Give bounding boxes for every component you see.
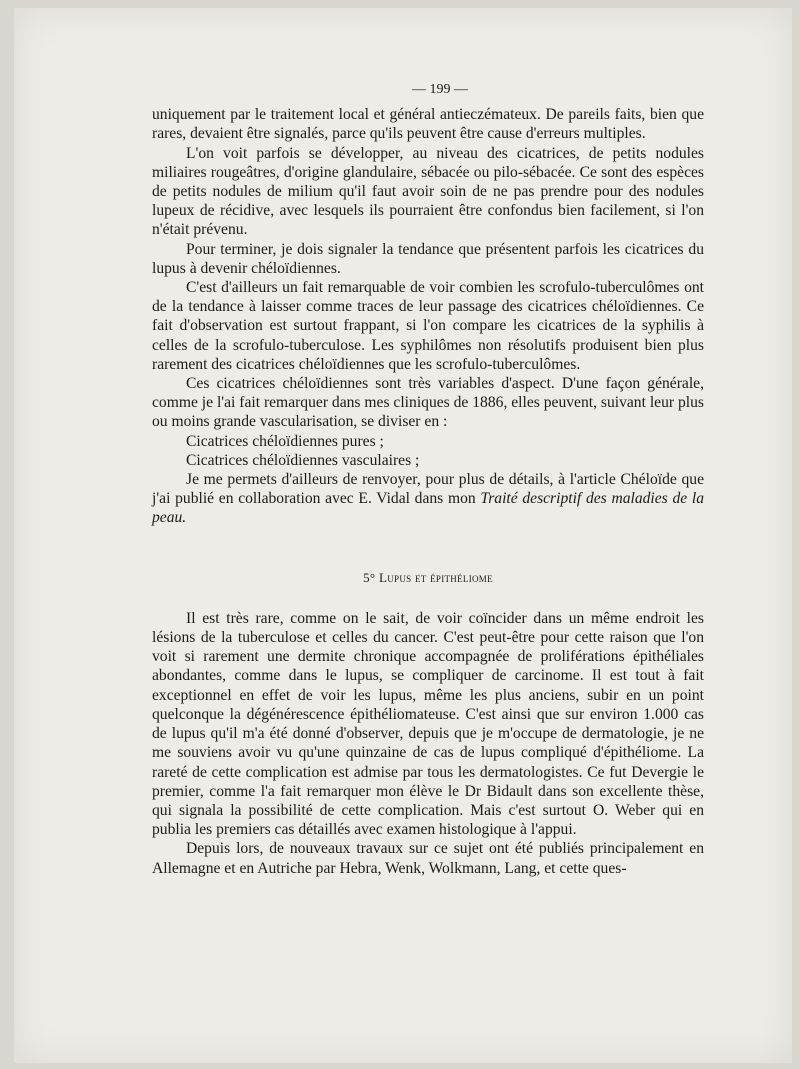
book-title: Traité descriptif des maladies de la peau. [152, 490, 704, 527]
document-page [152, 80, 704, 878]
paragraph-6 [152, 470, 704, 528]
paragraph-2: L'on voit parfois se développer, au niveau des cicatrices, de petits nodules miliaires rougeâtres, d'origine glandulaire, sébacée ou pilo-sébacée. Ce sont des espèces de petits nodules de milium qu'il faut avoir soin de ne pas prendre pour des nodules lupeux de récidive, avec lesquels ils pourraient être confondus bien facilement, si l'on n'était prévenu. [152, 144, 704, 239]
paragraph-6-text: Je me permets d'ailleurs de renvoyer, pour plus de détails, à l'article Chéloïde que j'ai publié en collaboration avec E. Vidal dans mon [152, 471, 704, 508]
section-title: Lupus et épithéliome [378, 569, 493, 585]
section-heading [152, 568, 704, 587]
paragraph-1: uniquement par le traitement local et général antieczémateux. De pareils faits, bien que rares, devaient être signalés, parce qu'ils peuvent être cause d'erreurs multiples. [152, 106, 704, 143]
section-number: 5° [363, 569, 376, 585]
page-number: — 199 — [412, 82, 468, 97]
list-item-pures: Cicatrices chéloïdiennes pures ; [186, 432, 384, 450]
list-item-vasculaires: Cicatrices chéloïdiennes vasculaires ; [186, 451, 420, 469]
page-sheet [14, 8, 792, 1063]
paragraph-7: Il est très rare, comme on le sait, de voir coïncider dans un même endroit les lésions de la tuberculose et celles du cancer. C'est peut-être pour cette raison que l'on voit si rarement une dermite chronique accompagnée de proliférations épithéliales abondantes, comme dans le lupus, se compliquer de carcinome. Il est tout à fait exceptionnel en effet de voir les lupus, même les plus anciens, subir en un point quelconque la dégénérescence épithéliomateuse. C'est ainsi que sur environ 1.000 cas de lupus qu'il m'a été donné d'observer, depuis que je m'occupe de dermatologie, je ne me souviens avoir vu qu'une quinzaine de cas de lupus compliqué d'épithéliome. La rareté de cette complication est admise par tous les dermatologistes. Ce fut Devergie le premier, comme l'a fait remarquer mon élève le Dr Bidault dans son excellente thèse, qui signala la possibilité de cette complication. Mais c'est surtout O. Weber qui en publia les premiers cas détaillés avec examen histologique à l'appui. [152, 609, 704, 839]
paragraph-8: Depuis lors, de nouveaux travaux sur ce sujet ont été publiés principalement en Allemagne et en Autriche par Hebra, Wenk, Wolkmann, Lang, et cette ques- [152, 840, 704, 877]
paragraph-4: C'est d'ailleurs un fait remarquable de voir combien les scrofulo-tuberculômes ont de la tendance à laisser comme traces de leur passage des cicatrices chéloïdiennes. Ce fait d'observation est surtout frappant, si l'on compare les cicatrices de la syphilis à celles de la scrofulo-tuberculose. Les syphilômes non résolutifs produisent bien plus rarement des cicatrices chéloïdiennes que les scrofulo-tuberculômes. [152, 279, 704, 373]
paragraph-5: Ces cicatrices chéloïdiennes sont très variables d'aspect. D'une façon générale, comme je l'ai fait remarquer dans mes cliniques de 1886, elles peuvent, suivant leur plus ou moins grande vascularisation, se diviser en : [152, 375, 704, 431]
paragraph-3: Pour terminer, je dois signaler la tendance que présentent parfois les cicatrices du lupus à devenir chéloïdiennes. [152, 240, 704, 277]
